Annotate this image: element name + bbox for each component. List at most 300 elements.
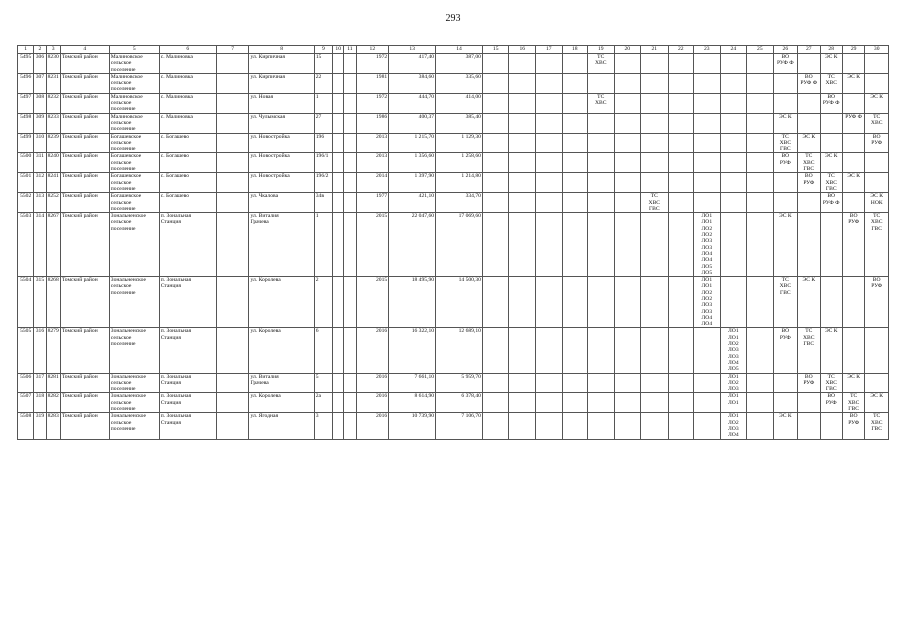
cell-col-4: Томский район	[60, 93, 109, 113]
cell-col-27: ВО РУФ	[798, 373, 820, 393]
table-row	[18, 173, 889, 193]
column-number-16: 16	[509, 46, 536, 54]
cell-col-11	[344, 54, 356, 74]
table-row	[18, 213, 889, 277]
cell-col-29	[842, 153, 864, 173]
cell-col-15	[482, 113, 509, 133]
cell-col-26: ТС ХВС ГВС	[773, 133, 797, 153]
cell-col-24	[720, 193, 747, 213]
cell-col-25	[747, 54, 774, 74]
column-number-24: 24	[720, 46, 747, 54]
cell-col-24	[720, 277, 747, 328]
cell-col-5: Богашевское сельское поселение	[109, 173, 159, 193]
cell-col-11	[344, 328, 356, 373]
cell-col-4: Томский район	[60, 133, 109, 153]
cell-col-20	[614, 373, 641, 393]
column-number-27: 27	[798, 46, 820, 54]
cell-col-1: 5508	[18, 413, 34, 439]
cell-col-23	[694, 328, 721, 373]
cell-col-16	[509, 173, 536, 193]
column-number-14: 14	[436, 46, 483, 54]
cell-col-9: 34в	[314, 193, 332, 213]
cell-col-12: 2016	[356, 413, 389, 439]
cell-col-1: 5501	[18, 173, 34, 193]
cell-col-22	[668, 277, 693, 328]
cell-col-19	[588, 277, 615, 328]
cell-col-14: 1 258,60	[436, 153, 483, 173]
cell-col-10	[333, 113, 344, 133]
cell-col-4: Томский район	[60, 173, 109, 193]
cell-col-28: ТС ХВС	[820, 73, 842, 93]
cell-col-3: 8232	[46, 93, 60, 113]
cell-col-26: ВО РУФ	[773, 328, 797, 373]
cell-col-4: Томский район	[60, 277, 109, 328]
cell-col-28: ЭС К	[820, 328, 842, 373]
table-row	[18, 373, 889, 393]
cell-col-14: 1 214,80	[436, 173, 483, 193]
cell-col-3: 8281	[46, 373, 60, 393]
cell-col-21: ТС ХВС ГВС	[641, 193, 669, 213]
column-number-12: 12	[356, 46, 389, 54]
cell-col-16	[509, 93, 536, 113]
cell-col-1: 5500	[18, 153, 34, 173]
cell-col-20	[614, 413, 641, 439]
cell-col-26: ВО РУФ Ф	[773, 54, 797, 74]
cell-col-11	[344, 277, 356, 328]
cell-col-18	[562, 413, 587, 439]
cell-col-28: ВО РУФ	[820, 393, 842, 413]
cell-col-12: 2015	[356, 277, 389, 328]
cell-col-14: 14 500,30	[436, 277, 483, 328]
cell-col-27	[798, 393, 820, 413]
cell-col-4: Томский район	[60, 328, 109, 373]
cell-col-14: 1 129,30	[436, 133, 483, 153]
cell-col-10	[333, 277, 344, 328]
cell-col-26	[773, 193, 797, 213]
cell-col-28	[820, 213, 842, 277]
cell-col-11	[344, 153, 356, 173]
column-number-6: 6	[159, 46, 216, 54]
cell-col-12: 2016	[356, 393, 389, 413]
cell-col-30: ВО РУФ	[865, 277, 889, 328]
cell-col-29	[842, 133, 864, 153]
cell-col-25	[747, 133, 774, 153]
buildings-register-table	[17, 45, 889, 440]
cell-col-13: 8 614,90	[389, 393, 436, 413]
cell-col-13: 7 661,10	[389, 373, 436, 393]
cell-col-10	[333, 213, 344, 277]
cell-col-1: 5507	[18, 393, 34, 413]
cell-col-28: ВО РУФ Ф	[820, 93, 842, 113]
cell-col-8: ул. Новостройка	[249, 133, 314, 153]
cell-col-27	[798, 413, 820, 439]
cell-col-7	[216, 328, 249, 373]
cell-col-15	[482, 173, 509, 193]
cell-col-24	[720, 213, 747, 277]
cell-col-13: 384,60	[389, 73, 436, 93]
cell-col-9: 3	[314, 413, 332, 439]
cell-col-8: ул. Ягодная	[249, 413, 314, 439]
cell-col-22	[668, 328, 693, 373]
cell-col-25	[747, 73, 774, 93]
cell-col-29: ЭС К	[842, 373, 864, 393]
cell-col-5: Малиновское сельское поселение	[109, 54, 159, 74]
cell-col-16	[509, 277, 536, 328]
cell-col-17	[536, 113, 563, 133]
cell-col-5: Богашевское сельское поселение	[109, 153, 159, 173]
cell-col-2: 314	[34, 213, 46, 277]
cell-col-17	[536, 277, 563, 328]
cell-col-24	[720, 93, 747, 113]
table-row	[18, 133, 889, 153]
cell-col-21	[641, 373, 669, 393]
cell-col-20	[614, 113, 641, 133]
cell-col-30	[865, 73, 889, 93]
cell-col-4: Томский район	[60, 113, 109, 133]
cell-col-10	[333, 393, 344, 413]
cell-col-7	[216, 393, 249, 413]
cell-col-3: 8233	[46, 113, 60, 133]
cell-col-9: 196	[314, 133, 332, 153]
cell-col-10	[333, 373, 344, 393]
cell-col-19	[588, 413, 615, 439]
cell-col-22	[668, 73, 693, 93]
cell-col-5: Малиновское сельское поселение	[109, 73, 159, 93]
cell-col-23	[694, 393, 721, 413]
table-row	[18, 54, 889, 74]
cell-col-15	[482, 133, 509, 153]
cell-col-26: ЭС К	[773, 113, 797, 133]
cell-col-23: ЛО1 ЛО1 ЛО2 ЛО2 ЛО3 ЛО3 ЛО4 ЛО4 ЛО5 ЛО5	[694, 213, 721, 277]
cell-col-15	[482, 153, 509, 173]
cell-col-19	[588, 133, 615, 153]
table-row	[18, 113, 889, 133]
column-number-13: 13	[389, 46, 436, 54]
column-number-23: 23	[694, 46, 721, 54]
cell-col-18	[562, 277, 587, 328]
cell-col-10	[333, 193, 344, 213]
cell-col-14: 7 106,70	[436, 413, 483, 439]
cell-col-6: с. Малиновка	[159, 54, 216, 74]
cell-col-9: 6	[314, 328, 332, 373]
cell-col-23	[694, 73, 721, 93]
cell-col-15	[482, 73, 509, 93]
cell-col-25	[747, 393, 774, 413]
cell-col-18	[562, 373, 587, 393]
cell-col-27	[798, 54, 820, 74]
cell-col-18	[562, 113, 587, 133]
cell-col-22	[668, 153, 693, 173]
cell-col-21	[641, 213, 669, 277]
cell-col-17	[536, 133, 563, 153]
cell-col-23: ЛО1 ЛО1 ЛО2 ЛО2 ЛО3 ЛО3 ЛО4 ЛО4	[694, 277, 721, 328]
cell-col-27	[798, 93, 820, 113]
cell-col-5: Зональненское сельское поселение	[109, 413, 159, 439]
cell-col-19	[588, 393, 615, 413]
cell-col-23	[694, 93, 721, 113]
cell-col-13: 1 356,60	[389, 153, 436, 173]
column-number-26: 26	[773, 46, 797, 54]
cell-col-10	[333, 173, 344, 193]
cell-col-22	[668, 213, 693, 277]
cell-col-8: ул. Новостройка	[249, 173, 314, 193]
cell-col-7	[216, 73, 249, 93]
column-number-30: 30	[865, 46, 889, 54]
column-number-15: 15	[482, 46, 509, 54]
cell-col-6: с. Богашево	[159, 173, 216, 193]
cell-col-21	[641, 328, 669, 373]
cell-col-18	[562, 328, 587, 373]
cell-col-15	[482, 54, 509, 74]
cell-col-22	[668, 413, 693, 439]
cell-col-25	[747, 173, 774, 193]
cell-col-27: ТС ХВС ГВС	[798, 153, 820, 173]
cell-col-2: 315	[34, 277, 46, 328]
cell-col-9: 196/2	[314, 173, 332, 193]
cell-col-15	[482, 277, 509, 328]
cell-col-14: 335,60	[436, 73, 483, 93]
cell-col-8: ул. Виталия Грачева	[249, 213, 314, 277]
cell-col-1: 5506	[18, 373, 34, 393]
cell-col-27: ВО РУФ	[798, 173, 820, 193]
column-number-8: 8	[249, 46, 314, 54]
cell-col-22	[668, 173, 693, 193]
cell-col-21	[641, 393, 669, 413]
cell-col-26	[773, 393, 797, 413]
cell-col-28: ТС ХВС ГВС	[820, 373, 842, 393]
cell-col-26	[773, 173, 797, 193]
cell-col-1: 5497	[18, 93, 34, 113]
cell-col-2: 313	[34, 193, 46, 213]
cell-col-21	[641, 173, 669, 193]
cell-col-27: ТС ХВС ГВС	[798, 328, 820, 373]
cell-col-1: 5498	[18, 113, 34, 133]
cell-col-19	[588, 153, 615, 173]
cell-col-17	[536, 373, 563, 393]
cell-col-30	[865, 328, 889, 373]
cell-col-24	[720, 54, 747, 74]
cell-col-13: 16 322,10	[389, 328, 436, 373]
cell-col-13: 18 495,90	[389, 277, 436, 328]
cell-col-21	[641, 413, 669, 439]
cell-col-9: 5	[314, 373, 332, 393]
cell-col-23	[694, 54, 721, 74]
cell-col-3: 8279	[46, 328, 60, 373]
cell-col-30	[865, 373, 889, 393]
cell-col-29	[842, 193, 864, 213]
table-row	[18, 413, 889, 439]
cell-col-12: 2013	[356, 133, 389, 153]
cell-col-22	[668, 193, 693, 213]
cell-col-6: п. Зональная Станция	[159, 277, 216, 328]
cell-col-4: Томский район	[60, 393, 109, 413]
cell-col-29: ВО РУФ	[842, 413, 864, 439]
column-number-22: 22	[668, 46, 693, 54]
cell-col-28: ЭС К	[820, 153, 842, 173]
column-number-10: 10	[333, 46, 344, 54]
cell-col-24	[720, 113, 747, 133]
cell-col-2: 312	[34, 173, 46, 193]
cell-col-3: 8268	[46, 277, 60, 328]
cell-col-11	[344, 93, 356, 113]
cell-col-21	[641, 93, 669, 113]
cell-col-1: 5505	[18, 328, 34, 373]
cell-col-5: Богашевское сельское поселение	[109, 133, 159, 153]
cell-col-20	[614, 393, 641, 413]
cell-col-11	[344, 133, 356, 153]
cell-col-29: ТС ХВС ГВС	[842, 393, 864, 413]
cell-col-11	[344, 193, 356, 213]
cell-col-13: 417,40	[389, 54, 436, 74]
cell-col-9: 22	[314, 73, 332, 93]
cell-col-13: 444,70	[389, 93, 436, 113]
cell-col-17	[536, 73, 563, 93]
cell-col-11	[344, 73, 356, 93]
column-number-21: 21	[641, 46, 669, 54]
cell-col-14: 414,00	[436, 93, 483, 113]
cell-col-1: 5495	[18, 54, 34, 74]
cell-col-30: ВО РУФ	[865, 133, 889, 153]
cell-col-9: 1	[314, 213, 332, 277]
cell-col-17	[536, 93, 563, 113]
cell-col-1: 5502	[18, 193, 34, 213]
cell-col-30: ЭС К	[865, 93, 889, 113]
cell-col-15	[482, 413, 509, 439]
cell-col-29: ЭС К	[842, 73, 864, 93]
cell-col-1: 5496	[18, 73, 34, 93]
cell-col-23	[694, 153, 721, 173]
cell-col-5: Зональненское сельское поселение	[109, 277, 159, 328]
cell-col-13: 421,10	[389, 193, 436, 213]
cell-col-24	[720, 153, 747, 173]
cell-col-6: с. Малиновка	[159, 93, 216, 113]
cell-col-16	[509, 73, 536, 93]
cell-col-29: РУФ Ф	[842, 113, 864, 133]
cell-col-26	[773, 73, 797, 93]
cell-col-3: 8240	[46, 153, 60, 173]
cell-col-17	[536, 193, 563, 213]
cell-col-16	[509, 153, 536, 173]
cell-col-10	[333, 93, 344, 113]
cell-col-26	[773, 93, 797, 113]
cell-col-7	[216, 193, 249, 213]
cell-col-28	[820, 413, 842, 439]
cell-col-26: ЭС К	[773, 213, 797, 277]
column-number-7: 7	[216, 46, 249, 54]
cell-col-17	[536, 413, 563, 439]
cell-col-17	[536, 213, 563, 277]
cell-col-9: 2а	[314, 393, 332, 413]
cell-col-21	[641, 54, 669, 74]
cell-col-18	[562, 173, 587, 193]
cell-col-7	[216, 133, 249, 153]
cell-col-8: ул. Королева	[249, 328, 314, 373]
cell-col-12: 1986	[356, 113, 389, 133]
cell-col-12: 2016	[356, 328, 389, 373]
cell-col-13: 22 047,60	[389, 213, 436, 277]
cell-col-18	[562, 393, 587, 413]
cell-col-11	[344, 413, 356, 439]
cell-col-19	[588, 113, 615, 133]
column-number-9: 9	[314, 46, 332, 54]
cell-col-19	[588, 328, 615, 373]
cell-col-7	[216, 153, 249, 173]
column-number-row	[18, 46, 889, 54]
cell-col-25	[747, 193, 774, 213]
cell-col-5: Богашевское сельское поселение	[109, 193, 159, 213]
cell-col-20	[614, 328, 641, 373]
cell-col-17	[536, 153, 563, 173]
cell-col-24	[720, 133, 747, 153]
cell-col-12: 1981	[356, 73, 389, 93]
cell-col-26: ЭС К	[773, 413, 797, 439]
cell-col-3: 8282	[46, 393, 60, 413]
cell-col-30: ЭС К	[865, 393, 889, 413]
cell-col-7	[216, 413, 249, 439]
cell-col-1: 5504	[18, 277, 34, 328]
cell-col-30: ТС ХВС	[865, 113, 889, 133]
cell-col-23	[694, 173, 721, 193]
cell-col-23	[694, 413, 721, 439]
cell-col-2: 309	[34, 113, 46, 133]
cell-col-1: 5503	[18, 213, 34, 277]
cell-col-30: ЭС К НОК	[865, 193, 889, 213]
cell-col-6: п. Зональная Станция	[159, 328, 216, 373]
cell-col-28: ВО РУФ Ф	[820, 193, 842, 213]
cell-col-28	[820, 277, 842, 328]
cell-col-17	[536, 173, 563, 193]
cell-col-14: 334,70	[436, 193, 483, 213]
cell-col-16	[509, 113, 536, 133]
cell-col-24: ЛО1 ЛО1 ЛО2 ЛО3 ЛО3 ЛО4 ЛО5	[720, 328, 747, 373]
cell-col-1: 5499	[18, 133, 34, 153]
cell-col-6: п. Зональная Станция	[159, 413, 216, 439]
column-number-2: 2	[34, 46, 46, 54]
cell-col-15	[482, 328, 509, 373]
cell-col-4: Томский район	[60, 54, 109, 74]
cell-col-29	[842, 328, 864, 373]
table-row	[18, 193, 889, 213]
column-number-19: 19	[588, 46, 615, 54]
cell-col-15	[482, 193, 509, 213]
cell-col-23	[694, 133, 721, 153]
cell-col-6: с. Малиновка	[159, 73, 216, 93]
cell-col-19	[588, 173, 615, 193]
cell-col-18	[562, 73, 587, 93]
cell-col-30	[865, 153, 889, 173]
cell-col-7	[216, 93, 249, 113]
cell-col-19: ТС ХВС	[588, 93, 615, 113]
cell-col-26: ТС ХВС ГВС	[773, 277, 797, 328]
column-number-11: 11	[344, 46, 356, 54]
cell-col-21	[641, 133, 669, 153]
cell-col-25	[747, 153, 774, 173]
cell-col-26: ВО РУФ	[773, 153, 797, 173]
cell-col-8: ул. Королева	[249, 277, 314, 328]
cell-col-20	[614, 133, 641, 153]
cell-col-19: ТС ХВС	[588, 54, 615, 74]
cell-col-14: 385,40	[436, 113, 483, 133]
cell-col-29	[842, 277, 864, 328]
column-number-28: 28	[820, 46, 842, 54]
cell-col-4: Томский район	[60, 73, 109, 93]
cell-col-11	[344, 213, 356, 277]
cell-col-22	[668, 93, 693, 113]
cell-col-2: 306	[34, 54, 46, 74]
cell-col-10	[333, 73, 344, 93]
cell-col-16	[509, 328, 536, 373]
cell-col-4: Томский район	[60, 213, 109, 277]
